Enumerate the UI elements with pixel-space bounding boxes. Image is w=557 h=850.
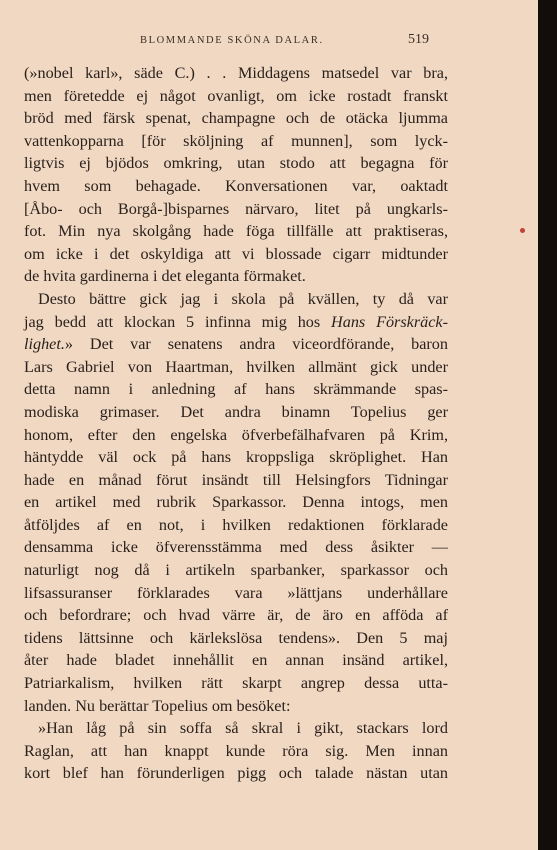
text-line: kort blef han förunderligen pigg och talade nästan utan bbox=[24, 764, 448, 783]
text-line: [Åbo- och Borgå-]bisparnes närvaro, litet på ungkarls- bbox=[24, 199, 448, 218]
text-line: tidens lättsinne och kärlekslösa tendens». Den 5 maj bbox=[24, 628, 448, 647]
text-line: hvem som behagade. Konversationen var, oaktadt bbox=[24, 176, 448, 195]
text-line: Raglan, att han knappt kunde röra sig. Men innan bbox=[24, 741, 448, 760]
text-line: lifsassuranser förklarades vara »lättjans underhållare bbox=[24, 583, 448, 602]
text-line: naturligt nog då i artikeln sparbanker, sparkassor och bbox=[24, 561, 448, 580]
text-line: densamma icke öfverensstämma med dess åsikter — bbox=[24, 538, 448, 557]
body-text bbox=[24, 62, 448, 785]
text-line: detta namn i anledning af hans skrämmande spas- bbox=[24, 380, 448, 399]
text-line: honom, efter den engelska öfverbefälhafvaren på Krim, bbox=[24, 425, 448, 444]
text-line: Desto bättre gick jag i skola på kvällen, ty då var bbox=[38, 289, 448, 308]
text-line: en artikel med rubrik Sparkassor. Denna intogs, men bbox=[24, 493, 448, 512]
text-line: hade en månad förut insändt till Helsingfors Tidningar bbox=[24, 470, 448, 489]
text-line: Patriarkalism, hvilken rätt skarpt angrep dessa utta- bbox=[24, 674, 448, 693]
text-line: vattenkopparna [för sköljning af munnen], som lyck- bbox=[24, 131, 448, 150]
text-line: ligtvis ej bjödos omkring, utan stodo att begagna för bbox=[24, 154, 448, 173]
text-line: om icke i det oskyldiga att vi blossade cigarr midtunder bbox=[24, 244, 448, 263]
page-header bbox=[0, 32, 538, 52]
text-line: »Han låg på sin soffa så skral i gikt, stackars lord bbox=[38, 719, 448, 738]
text-line: och befordrare; och hvad värre är, de äro en afföda af bbox=[24, 606, 448, 625]
page-edge-shadow bbox=[538, 0, 557, 850]
text-line: häntydde väl ock på hans kroppsliga skröplighet. Han bbox=[24, 448, 448, 467]
text-line: modiska grimaser. Det andra binamn Topelius ger bbox=[24, 402, 448, 421]
margin-mark bbox=[520, 228, 525, 233]
text-line: åter hade bladet innehållit en annan insänd artikel, bbox=[24, 651, 448, 670]
text-line: fot. Min nya skolgång hade föga tillfälle att praktiseras, bbox=[24, 222, 448, 241]
text-line: (»nobel karl», säde C.) . . Middagens matsedel var bra, bbox=[24, 64, 448, 82]
running-title: BLOMMANDE SKÖNA DALAR. bbox=[140, 35, 324, 46]
page-number: 519 bbox=[408, 32, 429, 47]
text-line: de hvita gardinerna i det eleganta förmaket. bbox=[24, 267, 306, 286]
text-line: Lars Gabriel von Haartman, hvilken allmänt gick under bbox=[24, 357, 448, 376]
text-line: åtföljdes af en not, i hvilken redaktionen förklarade bbox=[24, 515, 448, 534]
text-line: lighet.» Det var senatens andra viceordförande, baron bbox=[24, 335, 448, 354]
text-line: men företedde ej något ovanligt, om icke rostadt franskt bbox=[24, 86, 448, 105]
text-line: jag bedd att klockan 5 infinna mig hos Hans Förskräck- bbox=[24, 312, 448, 331]
text-line: landen. Nu berättar Topelius om besöket: bbox=[24, 696, 291, 715]
text-line: bröd med färsk spenat, champagne och de otäcka ljumma bbox=[24, 109, 448, 128]
